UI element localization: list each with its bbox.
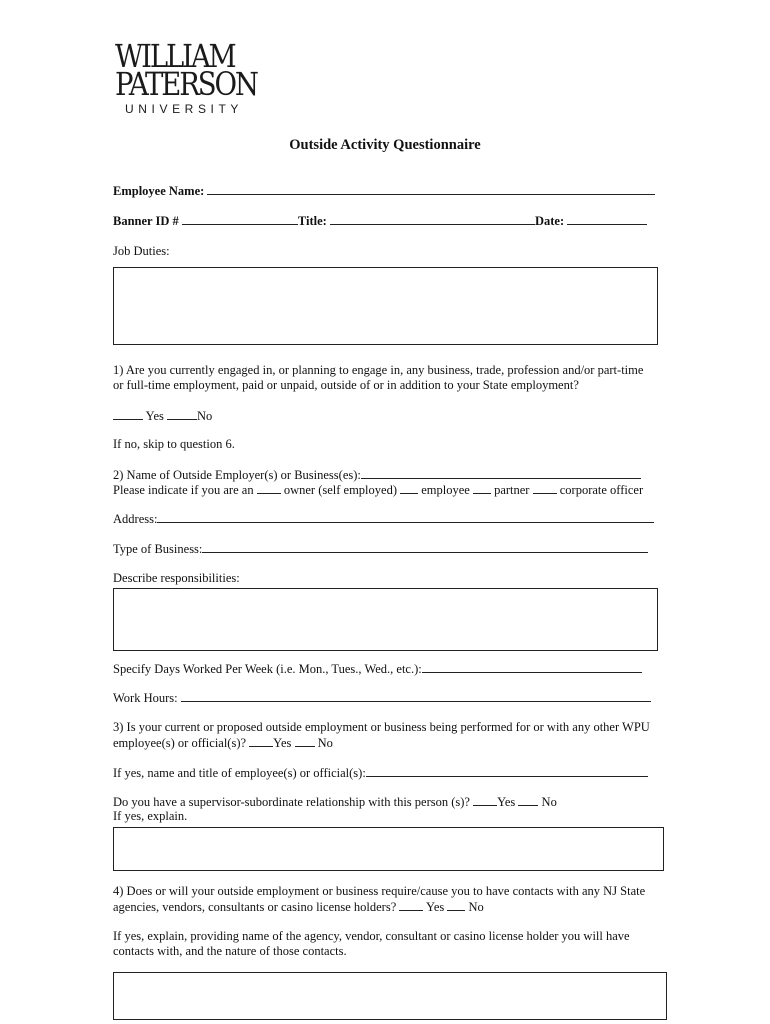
date-label: Date: xyxy=(534,214,565,228)
q4-no-label: No xyxy=(468,900,484,914)
q2-type-field[interactable] xyxy=(202,541,648,553)
q3-supervisor-no-blank[interactable] xyxy=(518,794,538,806)
q2-owner-blank[interactable] xyxy=(257,482,281,494)
q1-no-blank[interactable] xyxy=(167,408,197,420)
q4-line-2-prefix: agencies, vendors, consultants or casino license holders? xyxy=(113,900,397,914)
q2-responsibilities-box[interactable] xyxy=(113,588,658,651)
q2-indicate-label: Please indicate if you are an xyxy=(113,483,254,497)
q4-line-2 xyxy=(113,899,484,915)
q3-supervisor-no-label: No xyxy=(541,795,557,809)
q4-explain-line-1: If yes, explain, providing name of the agency, vendor, consultant or casino license holder you will have xyxy=(113,929,630,943)
employee-name-field[interactable] xyxy=(207,183,655,195)
q2-employer-row xyxy=(113,467,641,483)
date-field[interactable] xyxy=(567,213,647,225)
q4-yes-blank[interactable] xyxy=(399,899,423,911)
q3-explain-box[interactable] xyxy=(113,827,664,871)
q3-supervisor-label: Do you have a supervisor-subordinate relationship with this person (s)? xyxy=(113,795,470,809)
q2-days-field[interactable] xyxy=(422,661,642,673)
q1-yes-blank[interactable] xyxy=(113,408,143,420)
page-title: Outside Activity Questionnaire xyxy=(289,137,481,153)
title-field[interactable] xyxy=(330,213,535,225)
banner-id-label: Banner ID # xyxy=(113,214,179,228)
q2-days-label: Specify Days Worked Per Week (i.e. Mon., Tues., Wed., etc.): xyxy=(113,662,422,676)
q1-answer-row xyxy=(113,408,212,424)
title-label: Title: xyxy=(297,214,327,228)
q2-type-row xyxy=(113,541,648,557)
job-duties-box[interactable] xyxy=(113,267,658,345)
q3-line-2 xyxy=(113,735,333,751)
q2-hours-label: Work Hours: xyxy=(113,691,178,705)
q3-explain-label: If yes, explain. xyxy=(113,809,188,823)
q2-owner-label: owner (self employed) xyxy=(283,483,397,497)
q3-line-2-prefix: employee(s) or official(s)? xyxy=(113,736,247,750)
q3-supervisor-row xyxy=(113,794,557,810)
banner-id-field[interactable] xyxy=(182,213,298,225)
q2-responsibilities-label: Describe responsibilities: xyxy=(113,571,240,585)
q4-explain-box[interactable] xyxy=(113,972,667,1020)
q1-line-2: or full-time employment, paid or unpaid, outside of or in addition to your State employment? xyxy=(113,378,579,392)
q4-explain-line-2: contacts with, and the nature of those contacts. xyxy=(113,944,347,958)
q2-partner-label: partner xyxy=(494,483,530,497)
q2-address-label: Address: xyxy=(113,512,158,526)
q1-skip-note: If no, skip to question 6. xyxy=(113,437,235,451)
q3-name-title-field[interactable] xyxy=(366,765,648,777)
q3-yes-blank[interactable] xyxy=(249,735,273,747)
employee-name-row xyxy=(113,183,655,199)
q4-line-1: 4) Does or will your outside employment or business require/cause you to have contacts with any NJ State xyxy=(113,884,646,898)
q2-address-field[interactable] xyxy=(157,511,654,523)
q2-type-label: Type of Business: xyxy=(113,542,203,556)
logo-line-3: UNIVERSITY xyxy=(125,102,244,116)
q2-hours-field[interactable] xyxy=(181,690,651,702)
q1-yes-label: Yes xyxy=(145,409,164,423)
q1-no-label: No xyxy=(197,409,213,423)
logo-line-2: PATERSON xyxy=(115,65,257,103)
q2-employee-label: employee xyxy=(421,483,470,497)
q2-corporate-label: corporate officer xyxy=(559,483,644,497)
q3-supervisor-yes-blank[interactable] xyxy=(473,794,497,806)
q2-days-row xyxy=(113,661,642,677)
q4-no-blank[interactable] xyxy=(447,899,465,911)
logo-line-1: WILLIAM xyxy=(115,37,235,75)
q2-employee-blank[interactable] xyxy=(400,482,418,494)
q2-indicate-row xyxy=(113,482,643,498)
university-logo xyxy=(115,37,265,116)
q2-address-row xyxy=(113,511,654,527)
q1-line-1: 1) Are you currently engaged in, or planning to engage in, any business, trade, profession and/or part-time xyxy=(113,363,644,377)
q3-no-label: No xyxy=(317,736,333,750)
q2-corporate-blank[interactable] xyxy=(533,482,557,494)
q2-hours-row xyxy=(113,690,651,706)
q2-employer-field[interactable] xyxy=(361,467,641,479)
q3-yes-label: Yes xyxy=(273,736,292,750)
q3-no-blank[interactable] xyxy=(295,735,315,747)
q2-employer-label: 2) Name of Outside Employer(s) or Business(es): xyxy=(113,468,361,482)
q3-name-title-label: If yes, name and title of employee(s) or official(s): xyxy=(113,766,366,780)
banner-title-date-row xyxy=(113,213,647,229)
q3-name-title-row xyxy=(113,765,648,781)
employee-name-label: Employee Name: xyxy=(113,184,205,198)
q3-line-1: 3) Is your current or proposed outside employment or business being performed for or with any other WPU xyxy=(113,720,650,734)
q3-supervisor-yes-label: Yes xyxy=(497,795,516,809)
q2-partner-blank[interactable] xyxy=(473,482,491,494)
q4-yes-label: Yes xyxy=(426,900,445,914)
job-duties-label: Job Duties: xyxy=(113,244,170,258)
